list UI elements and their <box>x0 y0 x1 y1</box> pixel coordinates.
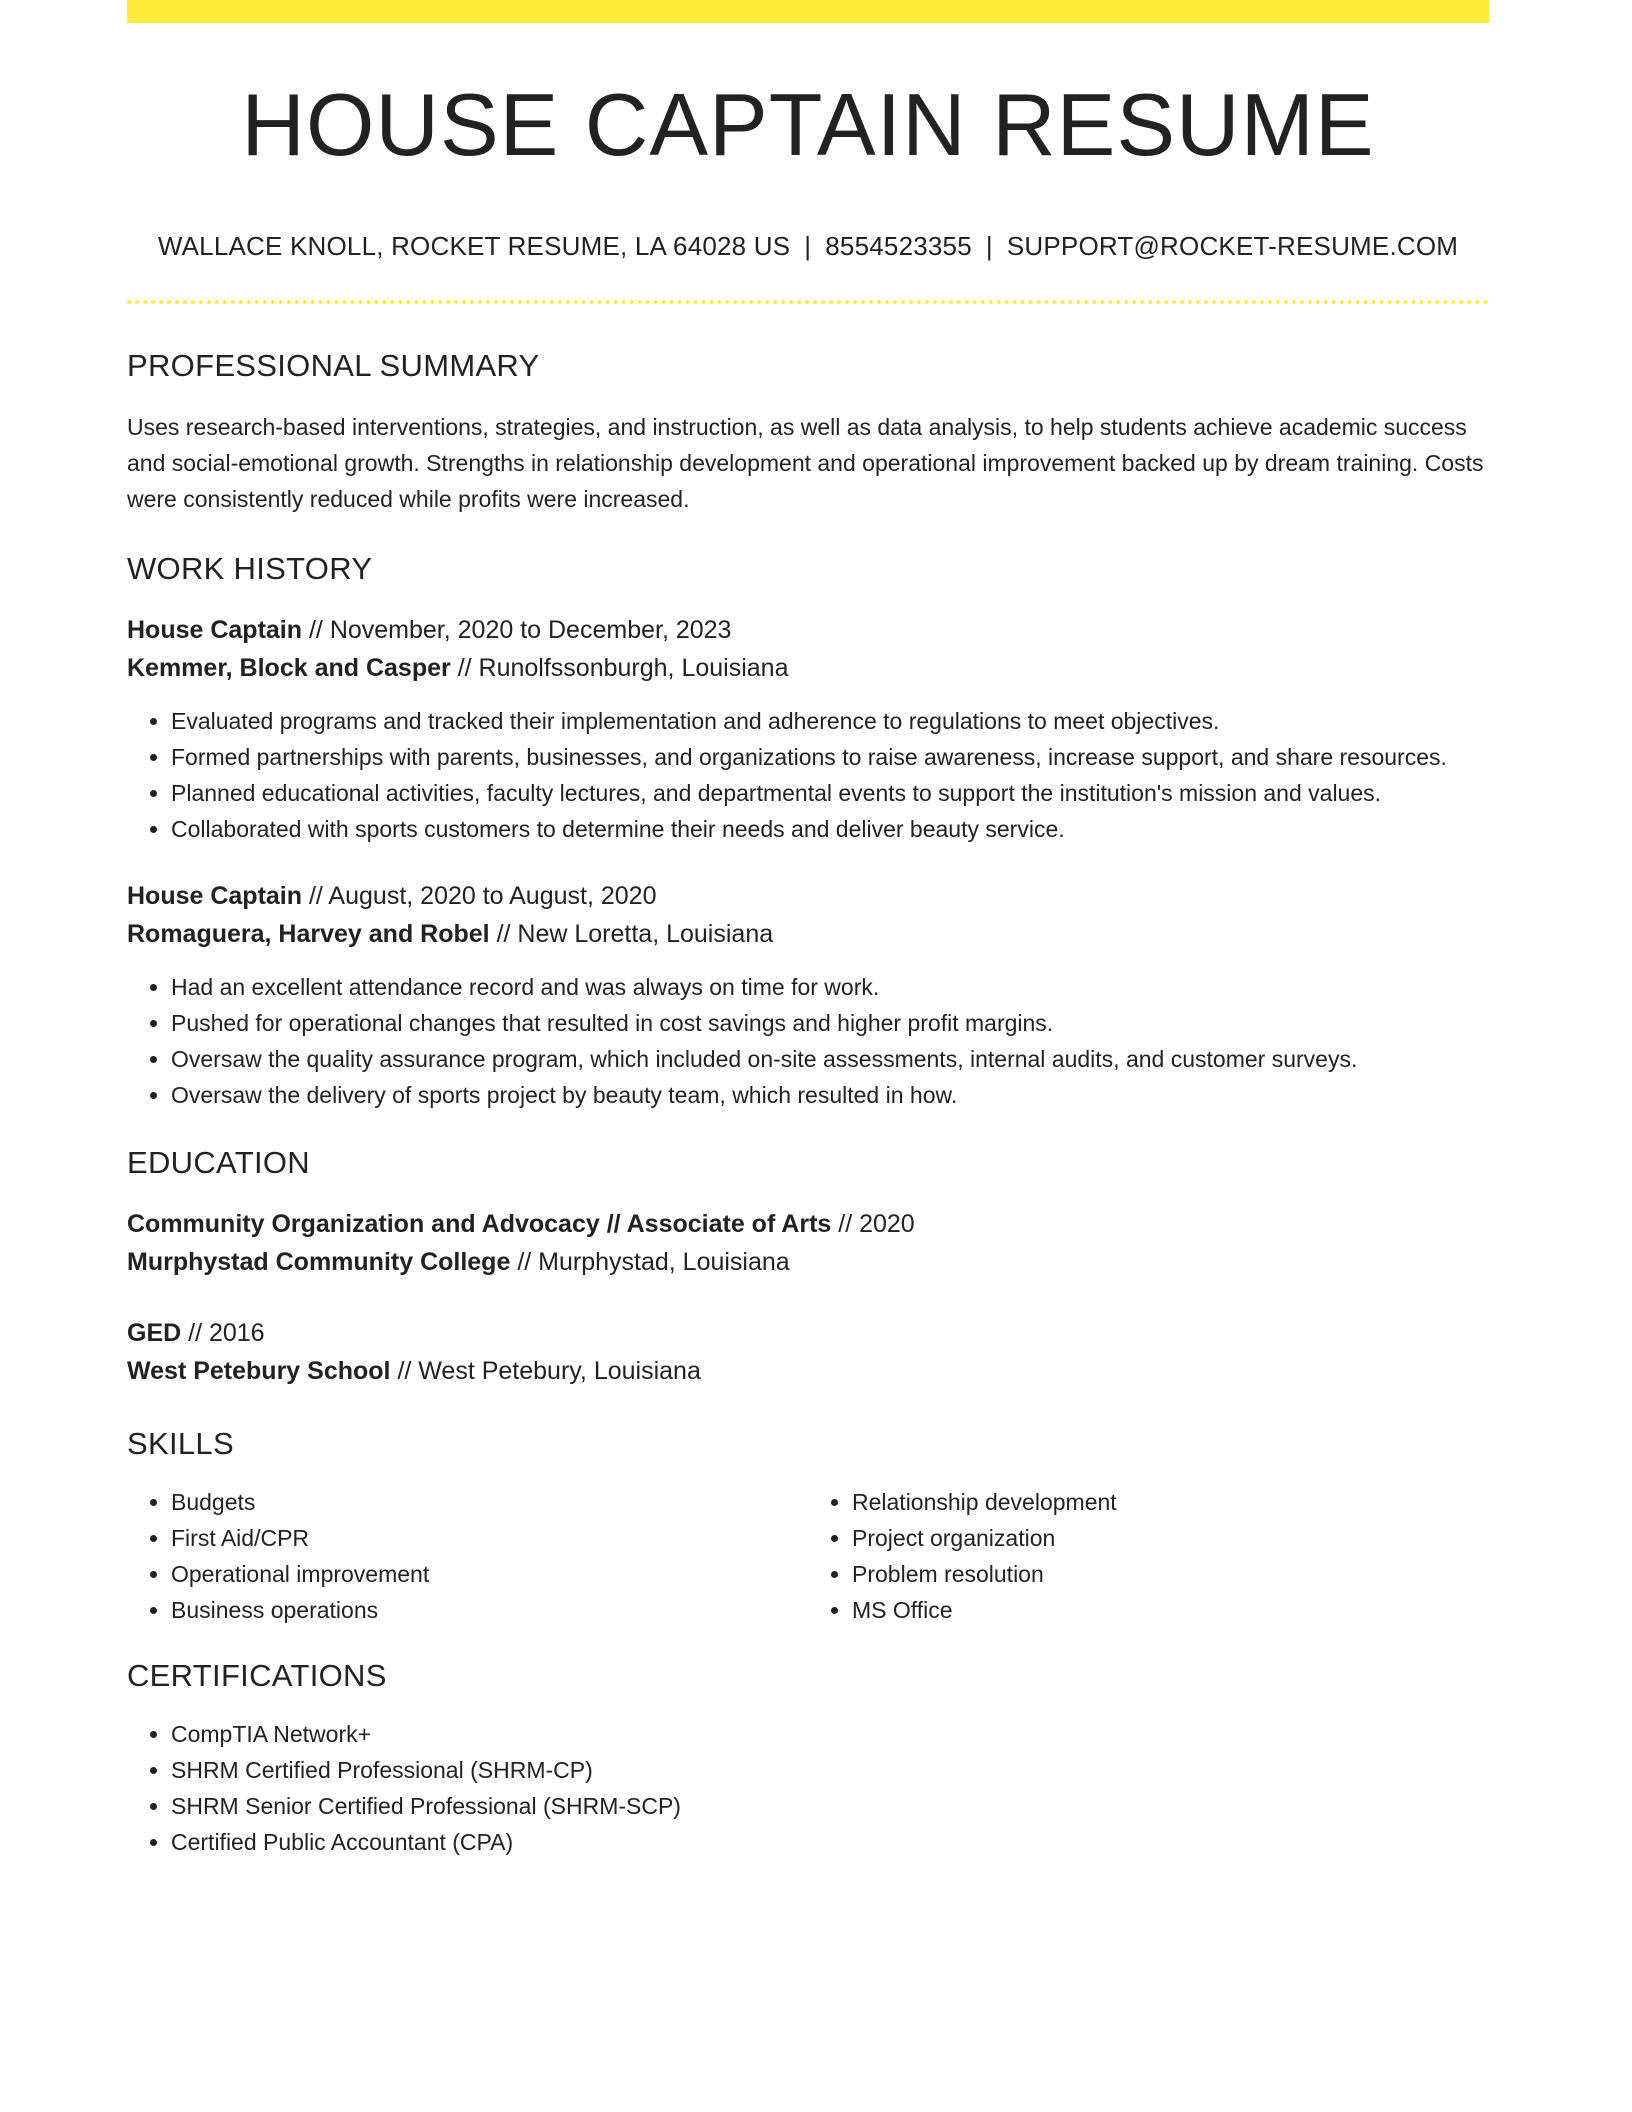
contact-address: WALLACE KNOLL, ROCKET RESUME, LA 64028 US <box>157 231 791 261</box>
job-title-line <box>127 877 1489 915</box>
skill-item: • Business operations <box>171 1592 808 1628</box>
school-location: // West Petebury, Louisiana <box>390 1357 701 1385</box>
skill-item: • First Aid/CPR <box>171 1520 808 1556</box>
job-dates: // August, 2020 to August, 2020 <box>302 882 657 910</box>
contact-separator: | <box>985 231 993 261</box>
certification-item: • CompTIA Network+ <box>171 1716 1489 1752</box>
skills-column-left <box>127 1484 808 1628</box>
job-company-line <box>127 915 1489 953</box>
school-line <box>127 1243 1489 1281</box>
contact-line <box>127 231 1489 262</box>
degree-year: // 2016 <box>181 1319 265 1347</box>
job-location: // New Loretta, Louisiana <box>489 920 774 948</box>
degree: GED <box>127 1319 182 1347</box>
job-company-line <box>127 649 1489 687</box>
school-location: // Murphystad, Louisiana <box>510 1248 790 1276</box>
contact-phone: 8554523355 <box>825 231 972 261</box>
skills-column-right <box>808 1484 1489 1628</box>
job-title-line <box>127 611 1489 649</box>
skill-item: • Project organization <box>852 1520 1489 1556</box>
job-title: House Captain <box>127 616 303 644</box>
job-entry <box>127 611 1489 847</box>
degree: Community Organization and Advocacy // Associate of Arts <box>127 1210 832 1238</box>
job-entry <box>127 877 1489 1113</box>
skills-heading: SKILLS <box>127 1426 234 1461</box>
dotted-divider <box>127 300 1489 304</box>
job-bullet: • Collaborated with sports customers to determine their needs and deliver beauty service. <box>171 811 1489 847</box>
certification-item: • SHRM Certified Professional (SHRM-CP) <box>171 1752 1489 1788</box>
certification-item: • Certified Public Accountant (CPA) <box>171 1824 1489 1860</box>
certification-item: • SHRM Senior Certified Professional (SHRM-SCP) <box>171 1788 1489 1824</box>
job-bullet: • Evaluated programs and tracked their implementation and adherence to regulations to meet objectives. <box>171 703 1489 739</box>
job-title: House Captain <box>127 882 303 910</box>
top-accent-bar <box>127 0 1489 23</box>
job-bullet: • Oversaw the quality assurance program, which included on-site assessments, internal audits, and customer surveys. <box>171 1041 1489 1077</box>
job-bullet: • Formed partnerships with parents, businesses, and organizations to raise awareness, increase support, and share resources. <box>171 739 1489 775</box>
contact-separator: | <box>804 231 812 261</box>
summary-heading: PROFESSIONAL SUMMARY <box>127 348 540 383</box>
summary-text: Uses research-based interventions, strategies, and instruction, as well as data analysis, to help students achieve academic success and social-emotional growth. Strengths in relationship development and operational improvement backed up by dream training. Costs were consistently reduced while profits were increased. <box>127 414 1484 512</box>
job-bullet: • Pushed for operational changes that resulted in cost savings and higher profit margins. <box>171 1005 1489 1041</box>
job-company: Kemmer, Block and Casper <box>127 654 451 682</box>
school-line <box>127 1352 1489 1390</box>
education-entry <box>127 1205 1489 1281</box>
skills-grid <box>127 1484 1489 1628</box>
skill-item: • Operational improvement <box>171 1556 808 1592</box>
job-dates: // November, 2020 to December, 2023 <box>302 616 732 644</box>
job-bullet: • Planned educational activities, faculty lectures, and departmental events to support the institution's mission and values. <box>171 775 1489 811</box>
degree-year: // 2020 <box>831 1210 915 1238</box>
degree-line <box>127 1205 1489 1243</box>
school: West Petebury School <box>127 1357 391 1385</box>
contact-email: SUPPORT@ROCKET-RESUME.COM <box>1006 231 1459 261</box>
degree-line <box>127 1314 1489 1352</box>
education-heading: EDUCATION <box>127 1145 310 1180</box>
job-bullet: • Oversaw the delivery of sports project by beauty team, which resulted in how. <box>171 1077 1489 1113</box>
job-bullets <box>127 969 1489 1113</box>
job-bullet: • Had an excellent attendance record and was always on time for work. <box>171 969 1489 1005</box>
certifications-list <box>127 1716 1489 1860</box>
certifications-heading: CERTIFICATIONS <box>127 1658 387 1693</box>
education-entry <box>127 1314 1489 1390</box>
resume-title: HOUSE CAPTAIN RESUME <box>241 75 1375 174</box>
skill-item: • Problem resolution <box>852 1556 1489 1592</box>
skill-item: • Budgets <box>171 1484 808 1520</box>
skill-item: • Relationship development <box>852 1484 1489 1520</box>
skill-item: • MS Office <box>852 1592 1489 1628</box>
job-bullets <box>127 703 1489 847</box>
school: Murphystad Community College <box>127 1248 511 1276</box>
job-location: // Runolfssonburgh, Louisiana <box>450 654 789 682</box>
job-company: Romaguera, Harvey and Robel <box>127 920 490 948</box>
resume-page <box>127 0 1489 1860</box>
work-history-heading: WORK HISTORY <box>127 551 373 586</box>
